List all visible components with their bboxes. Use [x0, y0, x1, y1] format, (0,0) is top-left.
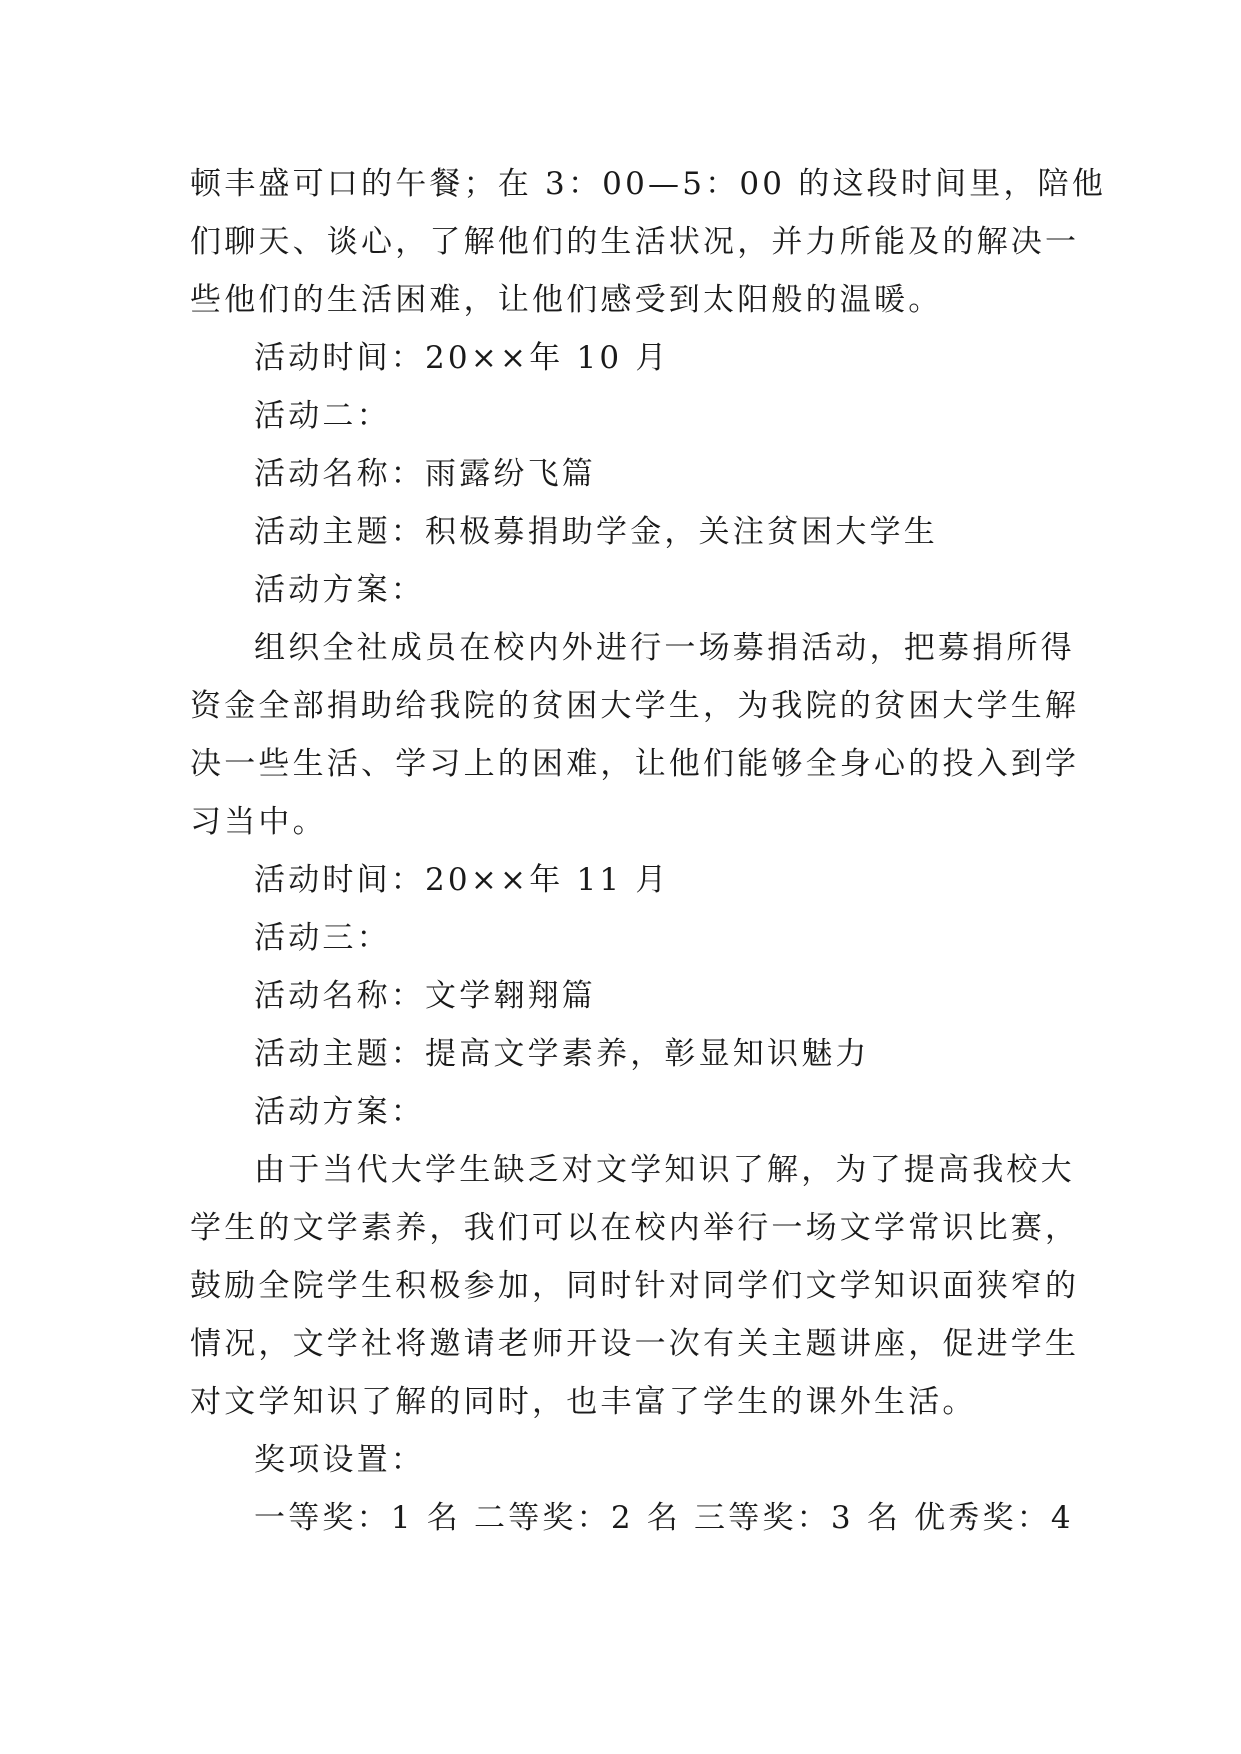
paragraph-line: 鼓励全院学生积极参加，同时针对同学们文学知识面狭窄的	[190, 1268, 1080, 1304]
paragraph-line: 情况，文学社将邀请老师开设一次有关主题讲座，促进学生	[190, 1326, 1080, 1362]
paragraph-line: 对文学知识了解的同时，也丰富了学生的课外生活。	[190, 1384, 977, 1420]
paragraph-line: 资金全部捐助给我院的贫困大学生，为我院的贫困大学生解	[190, 688, 1080, 724]
activity-name: 活动名称：雨露纷飞篇	[254, 456, 596, 492]
paragraph-line: 顿丰盛可口的午餐；在 3：00—5：00 的这段时间里，陪他	[190, 166, 1107, 202]
section-heading: 活动三：	[254, 920, 391, 956]
activity-theme: 活动主题：积极募捐助学金，关注贫困大学生	[254, 514, 938, 550]
activity-name: 活动名称：文学翱翔篇	[254, 978, 596, 1014]
paragraph-line: 些他们的生活困难，让他们感受到太阳般的温暖。	[190, 282, 943, 318]
paragraph-line: 习当中。	[190, 804, 327, 840]
awards-list: 一等奖：1 名 二等奖：2 名 三等奖：3 名 优秀奖：4	[254, 1500, 1074, 1536]
activity-plan-label: 活动方案：	[254, 1094, 425, 1130]
section-heading: 活动二：	[254, 398, 391, 434]
awards-heading: 奖项设置：	[254, 1442, 425, 1478]
activity-theme: 活动主题：提高文学素养，彰显知识魅力	[254, 1036, 870, 1072]
paragraph-line: 由于当代大学生缺乏对文学知识了解，为了提高我校大	[254, 1152, 1075, 1188]
paragraph-line: 组织全社成员在校内外进行一场募捐活动，把募捐所得	[254, 630, 1075, 666]
activity-time: 活动时间：20××年 11 月	[254, 862, 670, 898]
paragraph-line: 学生的文学素养，我们可以在校内举行一场文学常识比赛，	[190, 1210, 1080, 1246]
paragraph-line: 决一些生活、学习上的困难，让他们能够全身心的投入到学	[190, 746, 1080, 782]
paragraph-line: 们聊天、谈心，了解他们的生活状况，并力所能及的解决一	[190, 224, 1080, 260]
activity-plan-label: 活动方案：	[254, 572, 425, 608]
activity-time: 活动时间：20××年 10 月	[254, 340, 670, 376]
